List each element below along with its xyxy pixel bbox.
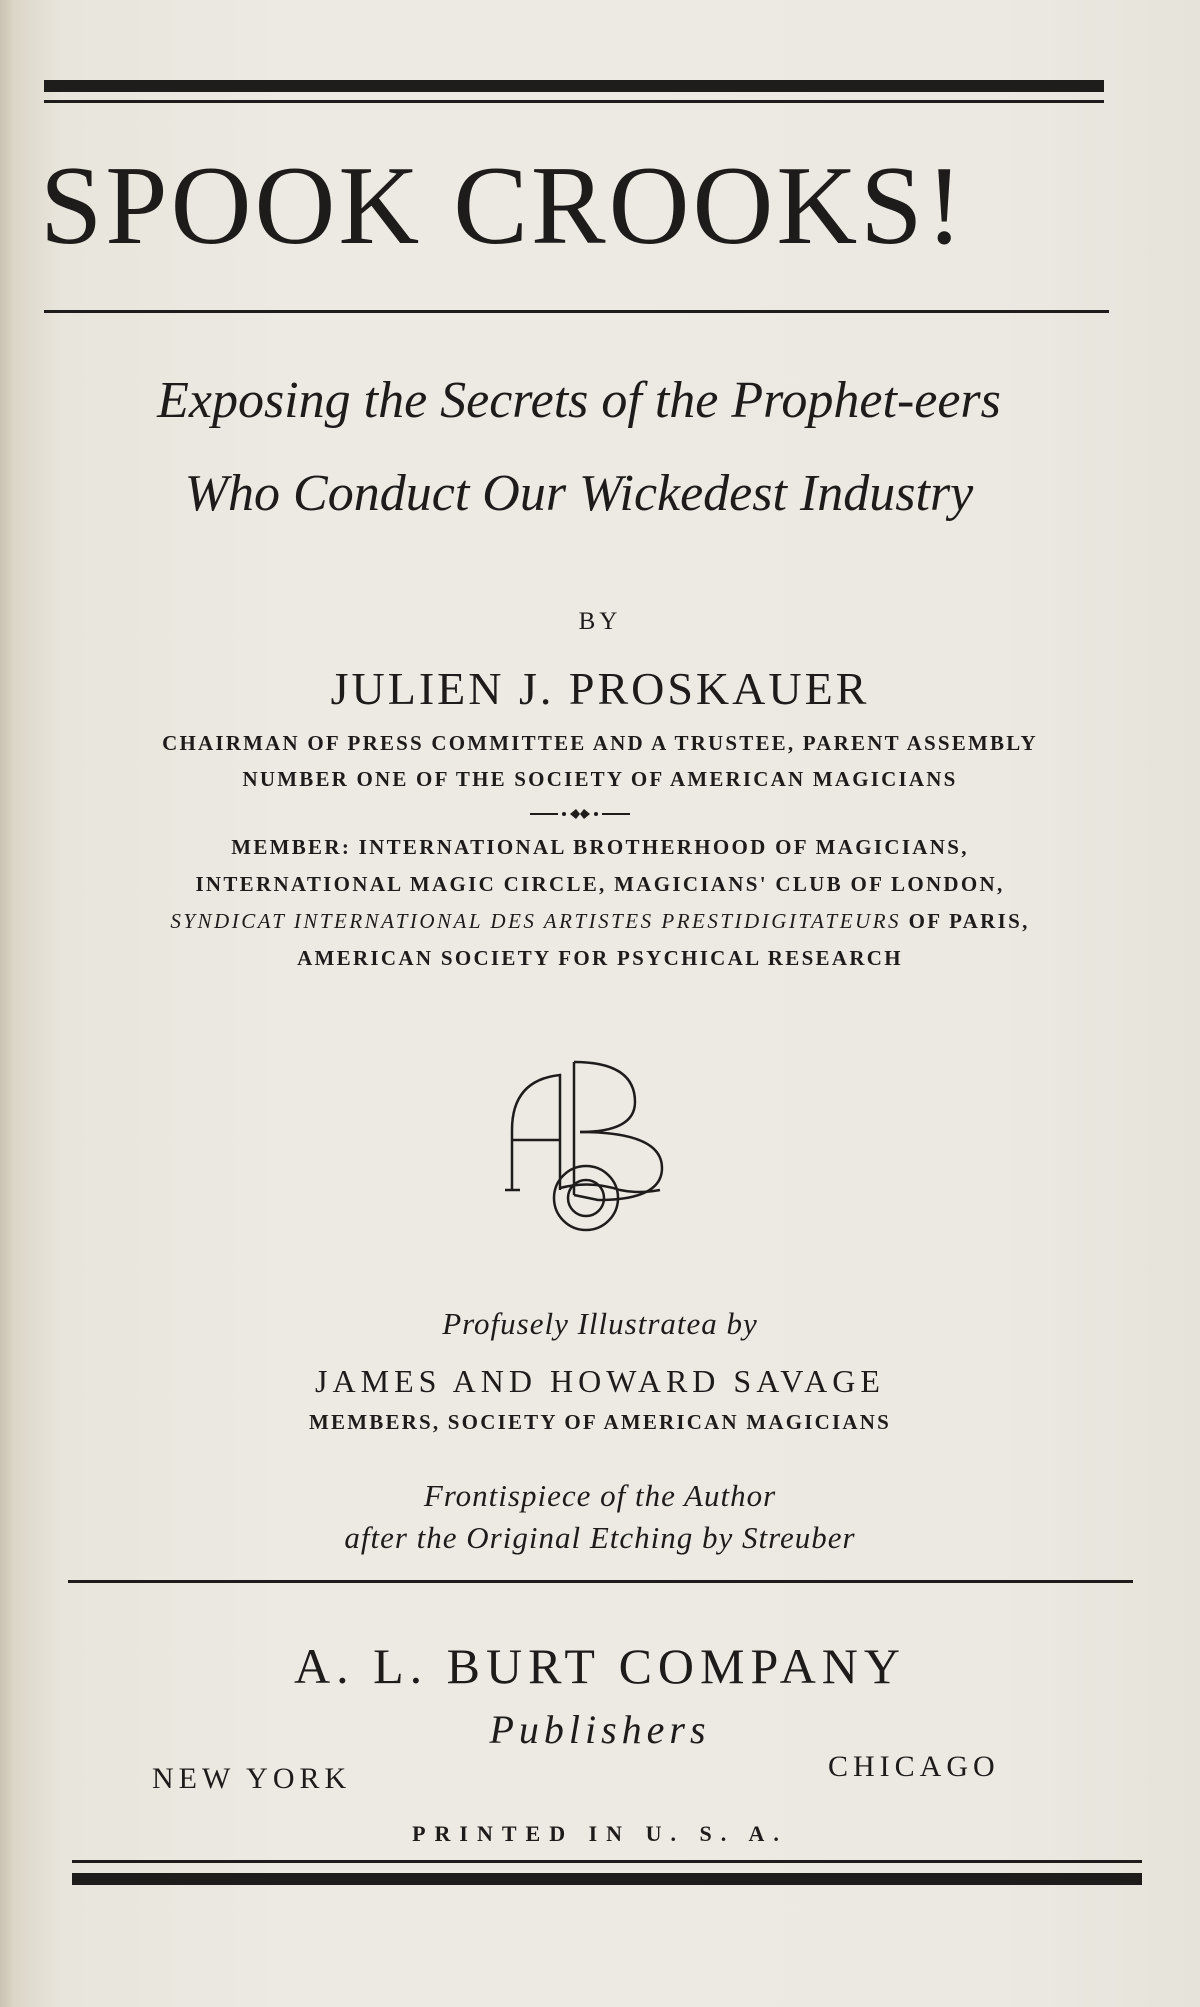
membership-line-3-rest: OF PARIS, <box>901 909 1030 933</box>
illustrators-names: JAMES AND HOWARD SAVAGE <box>315 1363 885 1399</box>
book-title: SPOOK CROOKS! <box>40 144 966 268</box>
city-new-york: NEW YORK <box>152 1762 352 1795</box>
bottom-thick-rule <box>72 1873 1142 1885</box>
membership-line-3 <box>0 909 1200 934</box>
frontispiece-line-2: after the Original Etching by Streuber <box>344 1520 856 1555</box>
by-label: BY <box>578 608 622 635</box>
publisher-monogram <box>500 1040 680 1240</box>
publisher-name: A. L. BURT COMPANY <box>293 1638 907 1694</box>
top-thick-rule <box>44 80 1104 92</box>
frontispiece-line-1: Frontispiece of the Author <box>423 1478 777 1513</box>
illustrated-by-label: Profusely Illustratea by <box>442 1306 758 1341</box>
publisher-rule <box>68 1580 1133 1583</box>
author-affiliation-line-1: CHAIRMAN OF PRESS COMMITTEE AND A TRUSTEE, PARENT ASSEMBLY <box>162 731 1038 755</box>
city-chicago: CHICAGO <box>828 1750 1000 1783</box>
printed-in-usa: PRINTED IN U. S. A. <box>412 1821 788 1846</box>
membership-line-2: INTERNATIONAL MAGIC CIRCLE, MAGICIANS' CLUB OF LONDON, <box>195 872 1005 896</box>
publishers-label: Publishers <box>489 1707 711 1752</box>
subtitle-line-2: Who Conduct Our Wickedest Industry <box>184 465 974 522</box>
top-thin-rule <box>44 100 1104 103</box>
illustrators-affiliation: MEMBERS, SOCIETY OF AMERICAN MAGICIANS <box>308 1410 891 1434</box>
syndicat-italic: SYNDICAT INTERNATIONAL DES ARTISTES PRESTIDIGITATEURS <box>170 909 902 933</box>
title-underline-rule <box>44 310 1109 313</box>
subtitle-line-1: Exposing the Secrets of the Prophet-eers <box>157 372 1001 429</box>
author-affiliation-line-2: NUMBER ONE OF THE SOCIETY OF AMERICAN MAGICIANS <box>242 767 958 791</box>
ornament-divider <box>530 806 630 822</box>
author-name: JULIEN J. PROSKAUER <box>330 663 870 714</box>
bottom-thin-rule <box>72 1860 1142 1863</box>
membership-line-1: MEMBER: INTERNATIONAL BROTHERHOOD OF MAGICIANS, <box>231 835 969 859</box>
membership-line-4: AMERICAN SOCIETY FOR PSYCHICAL RESEARCH <box>297 946 903 970</box>
